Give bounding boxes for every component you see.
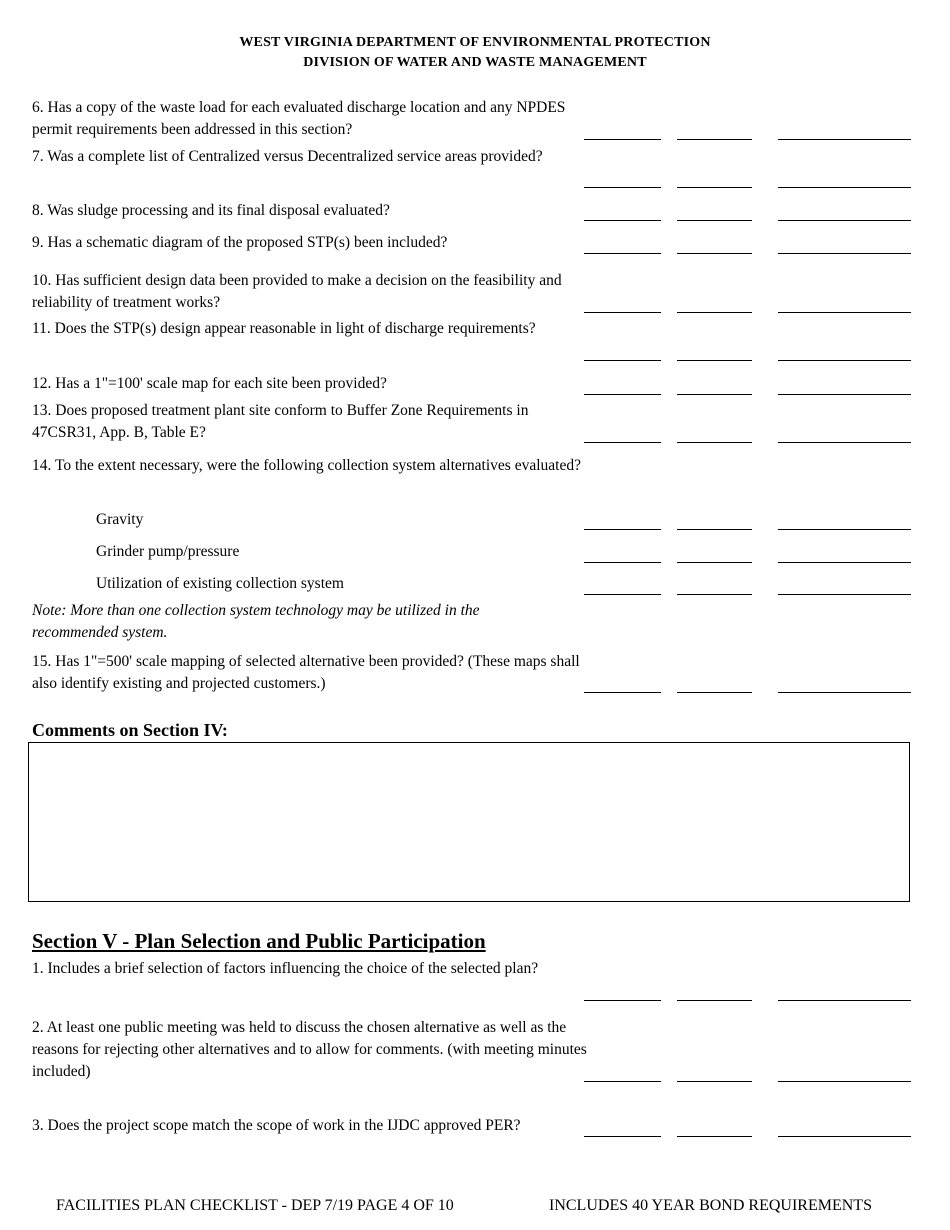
answer-blank-yes[interactable] bbox=[584, 253, 661, 254]
answer-blank-comments[interactable] bbox=[778, 253, 911, 254]
answer-blank-yes[interactable] bbox=[584, 187, 661, 188]
answer-row-q10 bbox=[0, 312, 950, 314]
question-10: 10. Has sufficient design data been provided to make a decision on the feasibility and reliability of treatment works? bbox=[32, 272, 562, 311]
answer-blank-comments[interactable] bbox=[778, 360, 911, 361]
answer-blank-no[interactable] bbox=[677, 312, 752, 313]
answer-blank-comments[interactable] bbox=[778, 139, 911, 140]
answer-blank-comments[interactable] bbox=[778, 312, 911, 313]
question-6: 6. Has a copy of the waste load for each evaluated discharge location and any NPDES permit requirements been addressed in this section? bbox=[32, 99, 566, 138]
answer-row-q15 bbox=[0, 692, 950, 694]
answer-blank-yes[interactable] bbox=[584, 529, 661, 530]
answer-blank-no[interactable] bbox=[677, 1000, 752, 1001]
answer-row-q12 bbox=[0, 394, 950, 396]
footer-bond-note: INCLUDES 40 YEAR BOND REQUIREMENTS bbox=[549, 1197, 872, 1214]
answer-blank-no[interactable] bbox=[677, 187, 752, 188]
answer-blank-comments[interactable] bbox=[778, 220, 911, 221]
answer-blank-no[interactable] bbox=[677, 1081, 752, 1082]
alternative-gravity: Gravity bbox=[96, 511, 144, 528]
answer-blank-comments[interactable] bbox=[778, 529, 911, 530]
answer-blank-comments[interactable] bbox=[778, 1081, 911, 1082]
answer-row-gravity bbox=[0, 529, 950, 531]
answer-blank-no[interactable] bbox=[677, 394, 752, 395]
answer-row-q11 bbox=[0, 360, 950, 362]
answer-row-v2 bbox=[0, 1081, 950, 1083]
answer-blank-comments[interactable] bbox=[778, 692, 911, 693]
answer-blank-yes[interactable] bbox=[584, 562, 661, 563]
question-14: 14. To the extent necessary, were the following collection system alternatives evaluated? bbox=[32, 457, 581, 474]
answer-row-v1 bbox=[0, 1000, 950, 1002]
answer-blank-no[interactable] bbox=[677, 360, 752, 361]
section-v-question-2: 2. At least one public meeting was held to discuss the chosen alternative as well as the reasons for rejecting other alternatives and to allow for comments. (with meeting minutes included) bbox=[32, 1019, 587, 1080]
answer-blank-comments[interactable] bbox=[778, 442, 911, 443]
answer-row-grinder-pump bbox=[0, 562, 950, 564]
answer-blank-yes[interactable] bbox=[584, 312, 661, 313]
alternative-grinder-pump: Grinder pump/pressure bbox=[96, 543, 240, 560]
answer-blank-no[interactable] bbox=[677, 692, 752, 693]
answer-row-q13 bbox=[0, 442, 950, 444]
answer-blank-no[interactable] bbox=[677, 442, 752, 443]
section-v-question-3: 3. Does the project scope match the scope of work in the IJDC approved PER? bbox=[32, 1117, 521, 1134]
answer-blank-yes[interactable] bbox=[584, 1000, 661, 1001]
answer-row-q7 bbox=[0, 187, 950, 189]
answer-blank-comments[interactable] bbox=[778, 594, 911, 595]
section-v-title: Section V - Plan Selection and Public Participation bbox=[32, 929, 486, 953]
answer-blank-comments[interactable] bbox=[778, 562, 911, 563]
question-12: 12. Has a 1"=100' scale map for each site been provided? bbox=[32, 375, 387, 392]
answer-blank-yes[interactable] bbox=[584, 220, 661, 221]
section-v-question-1: 1. Includes a brief selection of factors influencing the choice of the selected plan? bbox=[32, 960, 539, 977]
answer-blank-yes[interactable] bbox=[584, 394, 661, 395]
comments-section-iv-label: Comments on Section IV: bbox=[32, 720, 228, 740]
question-9: 9. Has a schematic diagram of the proposed STP(s) been included? bbox=[32, 234, 448, 251]
answer-blank-yes[interactable] bbox=[584, 442, 661, 443]
division-title: DIVISION OF WATER AND WASTE MANAGEMENT bbox=[303, 55, 647, 70]
answer-blank-no[interactable] bbox=[677, 220, 752, 221]
question-13: 13. Does proposed treatment plant site conform to Buffer Zone Requirements in 47CSR31, App. B, Table E? bbox=[32, 402, 529, 441]
answer-blank-no[interactable] bbox=[677, 139, 752, 140]
answer-blank-yes[interactable] bbox=[584, 139, 661, 140]
answer-blank-no[interactable] bbox=[677, 253, 752, 254]
answer-blank-no[interactable] bbox=[677, 529, 752, 530]
answer-row-q9 bbox=[0, 253, 950, 255]
answer-blank-comments[interactable] bbox=[778, 394, 911, 395]
answer-blank-yes[interactable] bbox=[584, 692, 661, 693]
agency-title: WEST VIRGINIA DEPARTMENT OF ENVIRONMENTAL PROTECTION bbox=[239, 35, 711, 50]
answer-row-q8 bbox=[0, 220, 950, 222]
answer-blank-yes[interactable] bbox=[584, 594, 661, 595]
answer-row-v3 bbox=[0, 1136, 950, 1138]
comments-section-iv-box[interactable] bbox=[28, 742, 910, 902]
answer-blank-yes[interactable] bbox=[584, 1081, 661, 1082]
answer-blank-yes[interactable] bbox=[584, 1136, 661, 1137]
answer-blank-yes[interactable] bbox=[584, 360, 661, 361]
answer-blank-comments[interactable] bbox=[778, 1000, 911, 1001]
footer-page-info: FACILITIES PLAN CHECKLIST - DEP 7/19 PAGE 4 OF 10 bbox=[56, 1197, 454, 1214]
alternative-existing-collection: Utilization of existing collection system bbox=[96, 575, 344, 592]
answer-row-existing-collection bbox=[0, 594, 950, 596]
question-8: 8. Was sludge processing and its final disposal evaluated? bbox=[32, 202, 390, 219]
collection-note: Note: More than one collection system technology may be utilized in the recommended system. bbox=[32, 602, 480, 641]
question-11: 11. Does the STP(s) design appear reasonable in light of discharge requirements? bbox=[32, 320, 536, 337]
answer-blank-comments[interactable] bbox=[778, 1136, 911, 1137]
answer-row-q6 bbox=[0, 139, 950, 141]
answer-blank-comments[interactable] bbox=[778, 187, 911, 188]
answer-blank-no[interactable] bbox=[677, 1136, 752, 1137]
answer-blank-no[interactable] bbox=[677, 594, 752, 595]
question-7: 7. Was a complete list of Centralized versus Decentralized service areas provided? bbox=[32, 148, 543, 165]
question-15: 15. Has 1"=500' scale mapping of selected alternative been provided? (These maps shall also identify existing and projected customers.) bbox=[32, 653, 580, 692]
answer-blank-no[interactable] bbox=[677, 562, 752, 563]
